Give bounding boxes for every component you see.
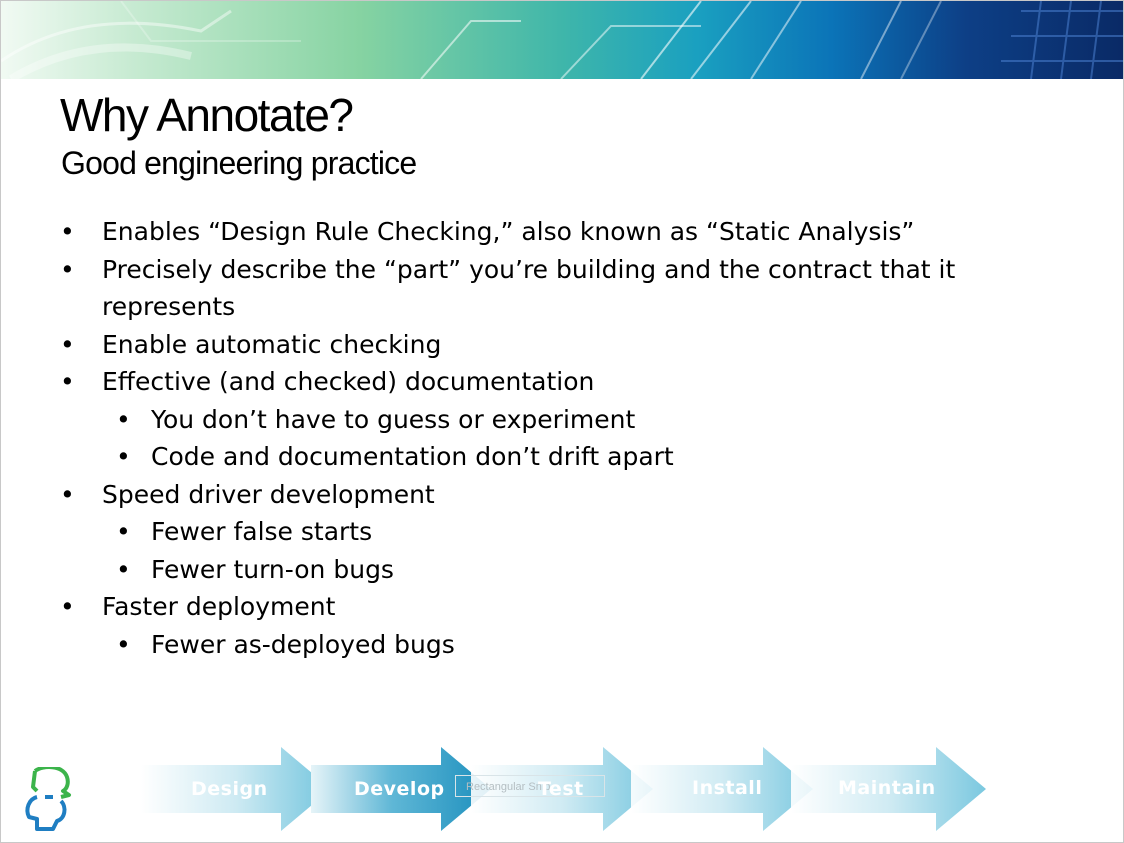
bullet-text: Fewer false starts (151, 517, 373, 546)
stage-install: Install (692, 777, 763, 799)
sub-bullet-item (57, 551, 1017, 589)
bullet-text: Enables “Design Rule Checking,” also known as “Static Analysis” (102, 217, 915, 246)
bullet-marker: • (116, 442, 131, 471)
bullet-text: represents (102, 292, 236, 321)
header-banner (1, 1, 1123, 79)
bullet-item (57, 476, 1017, 514)
bullet-text: Faster deployment (102, 592, 336, 621)
bullet-list (57, 213, 1017, 663)
bullet-text: Speed driver development (102, 479, 435, 509)
sub-bullet-item (57, 438, 1017, 476)
bullet-marker: • (116, 404, 131, 434)
bullet-marker: • (116, 517, 131, 546)
bullet-text: Enable automatic checking (102, 329, 442, 359)
bullet-marker: • (60, 254, 75, 284)
bullet-text: You don’t have to guess or experiment (151, 404, 636, 434)
bullet-item (57, 326, 1017, 364)
bullet-item (57, 288, 1017, 326)
bullet-marker: • (60, 329, 75, 359)
stage-test: Test (538, 778, 584, 800)
bullet-item (57, 363, 1017, 401)
snip-overlay-label: Rectangular Snip (455, 775, 605, 797)
bullet-item (57, 588, 1017, 626)
stage-maintain: Maintain (838, 777, 936, 799)
bullet-marker: • (60, 592, 75, 621)
bullet-item (57, 213, 1017, 251)
bullet-text: Fewer turn-on bugs (151, 554, 394, 584)
stage-design: Design (191, 778, 268, 800)
bullet-text: Precisely describe the “part” you’re building and the contract that it (102, 254, 956, 284)
bullet-item (57, 251, 1017, 289)
bullet-marker: • (60, 367, 75, 396)
bullet-marker: • (60, 479, 75, 509)
bullet-marker: • (116, 554, 131, 584)
logo-icon (23, 767, 75, 831)
bullet-marker: • (116, 629, 131, 659)
slide-title: Why Annotate? (60, 89, 353, 141)
bullet-text: Code and documentation don’t drift apart (151, 442, 674, 471)
slide-subtitle: Good engineering practice (61, 145, 417, 181)
bullet-text: Fewer as-deployed bugs (151, 629, 455, 659)
bullet-text: Effective (and checked) documentation (102, 367, 595, 396)
sub-bullet-item (57, 401, 1017, 439)
sub-bullet-item (57, 626, 1017, 664)
bullet-marker: • (60, 217, 75, 246)
stage-develop: Develop (354, 778, 445, 800)
sub-bullet-item (57, 513, 1017, 551)
